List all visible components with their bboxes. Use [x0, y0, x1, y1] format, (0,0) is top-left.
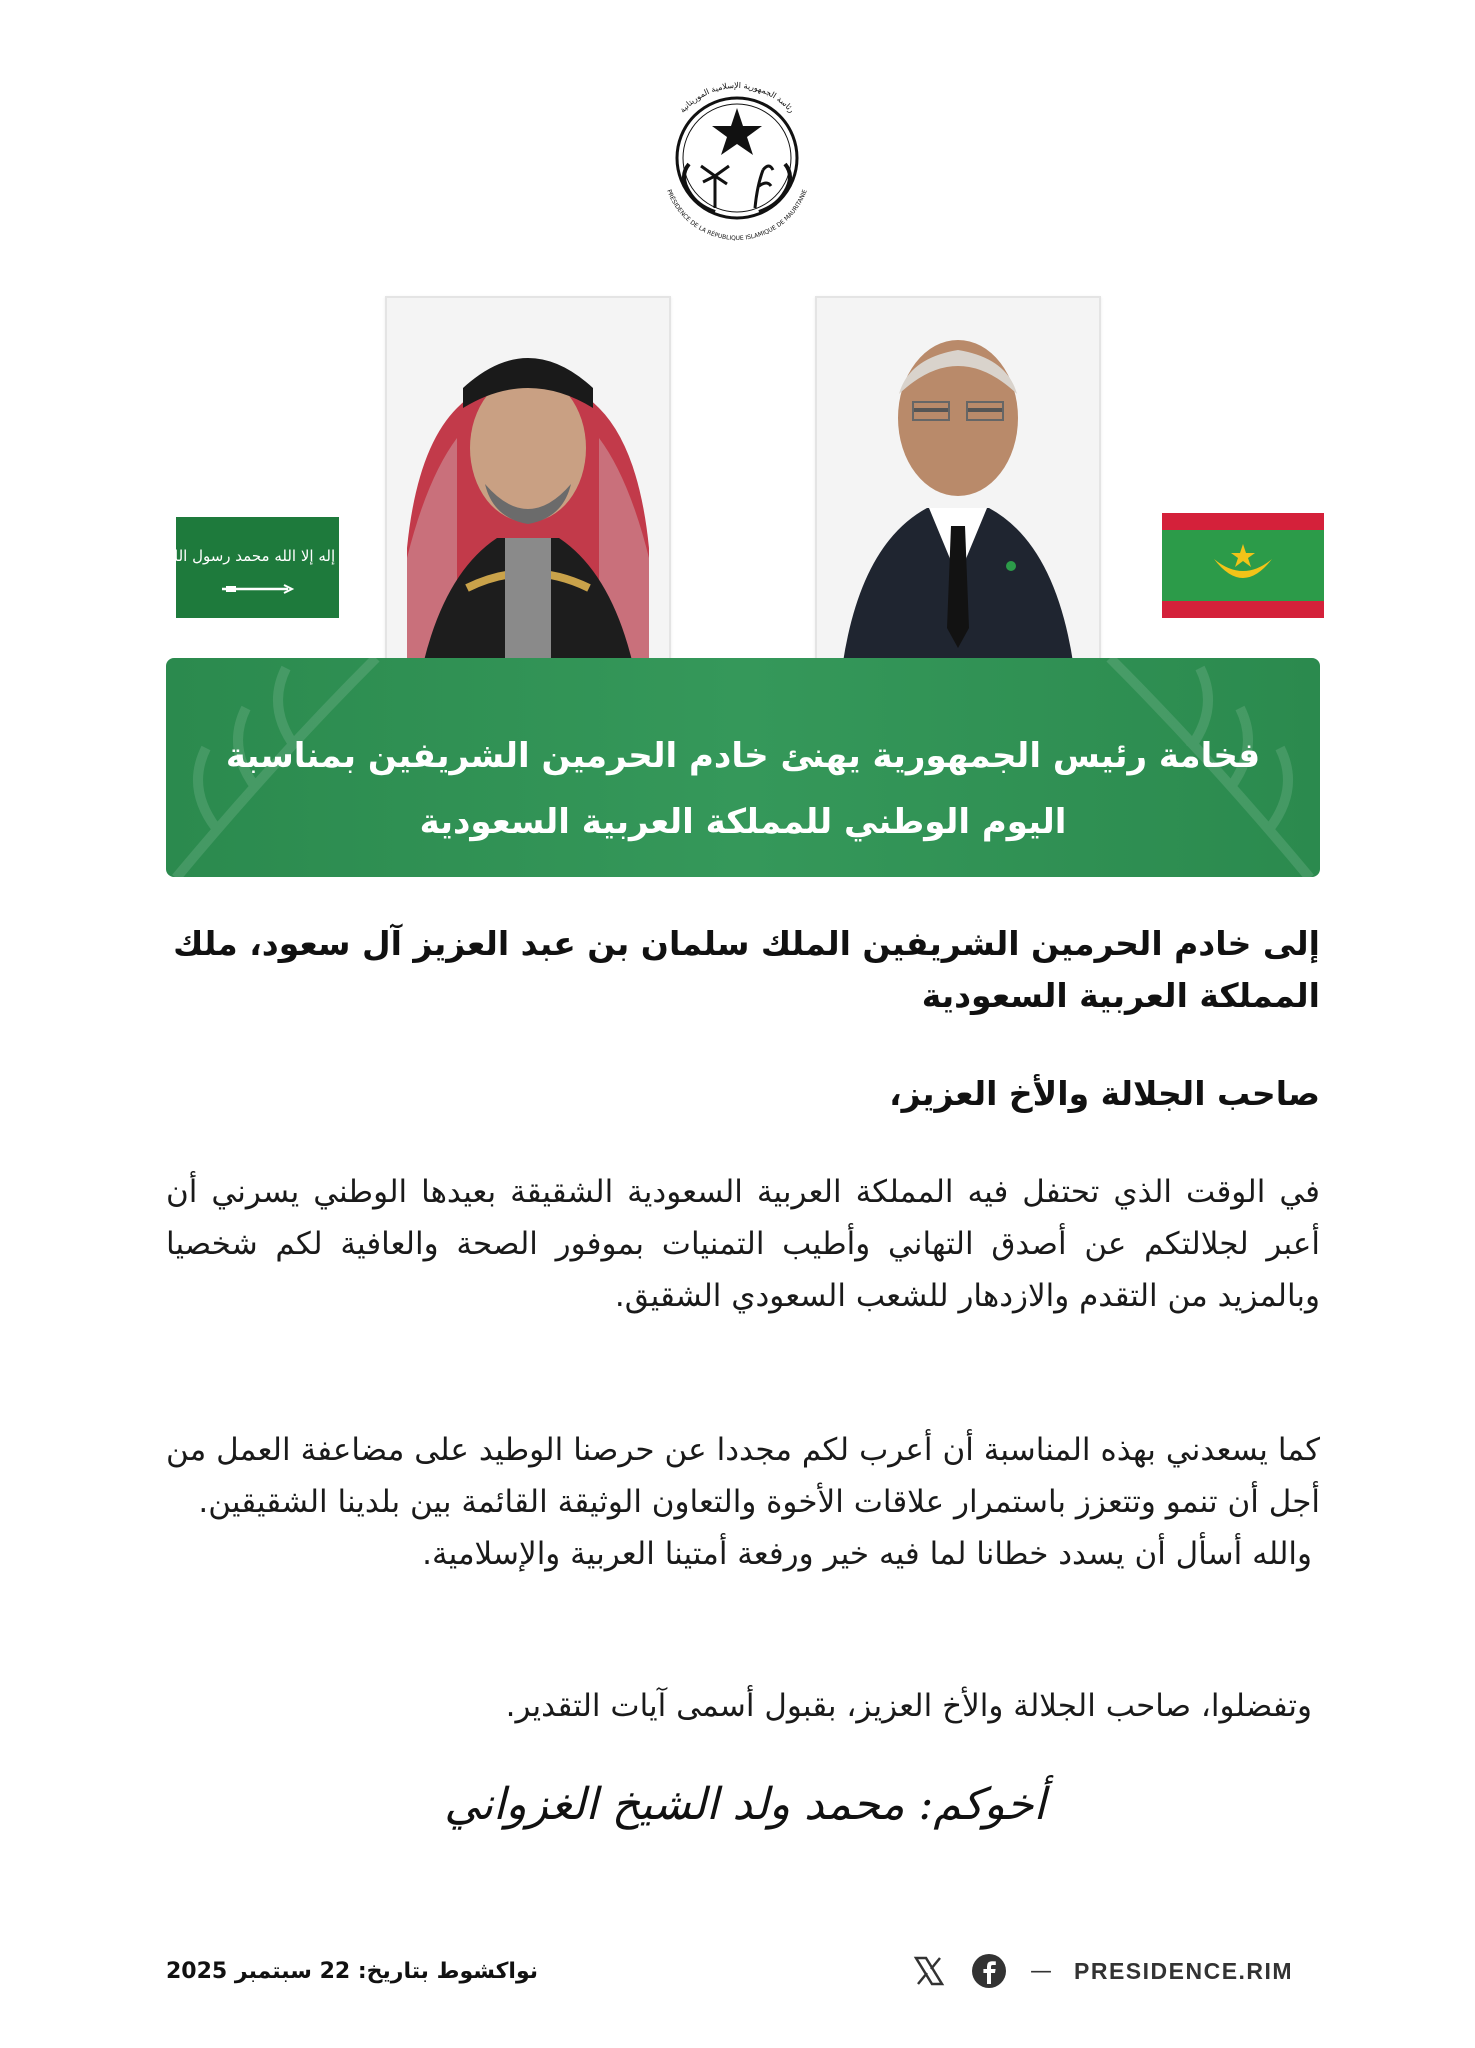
- letter-paragraph-1: في الوقت الذي تحتفل فيه المملكة العربية السعودية الشقيقة بعيدها الوطني يسرني أن أعبر لجلالتكم عن أصدق التهاني وأطيب التمنيات بموفور الصحة والعافية لكم شخصيا وبالمزيد من التقدم والازدهار للشعب السعودي الشقيق.: [166, 1174, 1320, 1314]
- footer-dash: —: [1030, 1958, 1052, 1984]
- letter-signature: أخوكم: محمد ولد الشيخ الغزواني: [444, 1779, 1046, 1830]
- saudi-flag: [165, 517, 349, 618]
- letter-addressee: [166, 918, 1320, 1022]
- facebook-icon[interactable]: [970, 1952, 1008, 1990]
- seal-french-text: PRÉSIDENCE DE LA RÉPUBLIQUE ISLAMIQUE DE MAURITANIE: [665, 188, 809, 243]
- svg-text:PRÉSIDENCE DE LA RÉPUBLIQUE IS: [665, 188, 809, 242]
- addressee-line1: إلى خادم الحرمين الشريفين الملك سلمان بن عبد العزيز آل سعود، ملك: [173, 924, 1320, 963]
- x-icon[interactable]: [910, 1952, 948, 1990]
- saudi-flag-inscription: لا إله إلا الله محمد رسول الله: [165, 547, 349, 565]
- letter-closing: وتفضلوا، صاحب الجلالة والأخ العزيز، بقبول أسمى آيات التقدير.: [505, 1688, 1312, 1724]
- footer-date: نواكشوط بتاريخ: 22 سبتمبر 2025: [166, 1959, 539, 1984]
- king-salman-portrait: [385, 296, 671, 696]
- letter-paragraph-2: [166, 1424, 1320, 1580]
- seal-arabic-text: رئاسة الجمهورية الإسلامية الموريتانية: [677, 80, 797, 115]
- letter-paragraph-2-text: كما يسعدني بهذه المناسبة أن أعرب لكم مجددا عن حرصنا الوطيد على مضاعفة العمل من أجل أن تنمو وتتعزز باستمرار علاقات الأخوة والتعاون الوثيقة القائمة بين بلدينا الشقيقين.: [166, 1432, 1320, 1520]
- president-ghazouani-portrait: [815, 296, 1101, 696]
- banner-title-line1: فخامة رئيس الجمهورية يهنئ خادم الحرمين الشريفين بمناسبة: [225, 736, 1261, 776]
- website-link[interactable]: PRESIDENCE.RIM: [1074, 1957, 1294, 1984]
- letter-salutation: صاحب الجلالة والأخ العزيز،: [889, 1074, 1320, 1113]
- addressee-line2: المملكة العربية السعودية: [921, 976, 1320, 1015]
- presidency-seal: [645, 66, 829, 250]
- headline-banner: [166, 658, 1320, 877]
- banner-title-line2: اليوم الوطني للمملكة العربية السعودية: [419, 802, 1067, 842]
- footer-social: [910, 1948, 1293, 1994]
- letter-paragraph-3-text: والله أسأل أن يسدد خطانا لما فيه خير ورفعة أمتينا العربية والإسلامية.: [422, 1536, 1312, 1572]
- mauritania-flag: [1162, 513, 1324, 618]
